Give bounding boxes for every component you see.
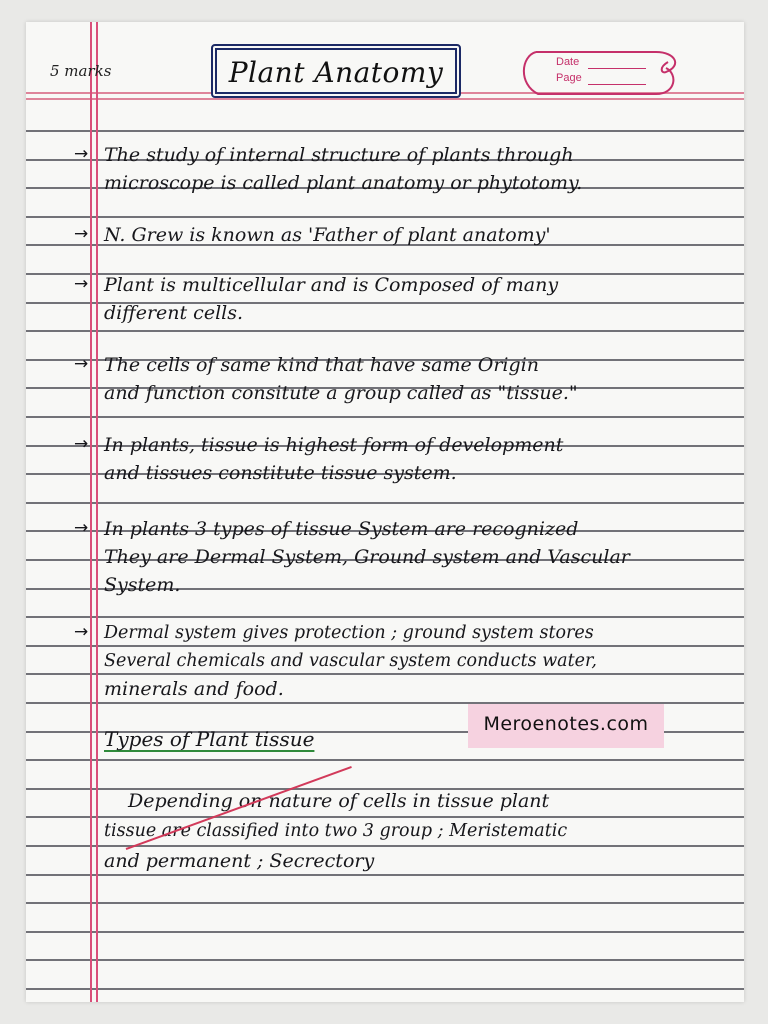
- ruled-line: [26, 216, 744, 218]
- note-line: different cells.: [104, 302, 244, 324]
- ruled-line: [26, 416, 744, 418]
- ruled-line: [26, 931, 744, 933]
- note-line: In plants, tissue is highest form of development: [104, 434, 564, 456]
- note-line: System.: [104, 574, 181, 596]
- ruled-line: [26, 330, 744, 332]
- watermark-text: Meroenotes.com: [483, 713, 649, 735]
- ruled-line: [26, 616, 744, 618]
- bullet-arrow-icon: →: [74, 144, 89, 164]
- ruled-line: [26, 130, 744, 132]
- section-heading: Types of Plant tissue: [104, 727, 315, 751]
- bullet-arrow-icon: →: [74, 622, 89, 642]
- note-line: minerals and food.: [104, 678, 284, 700]
- bullet-arrow-icon: →: [74, 274, 89, 294]
- notebook-page: [26, 22, 744, 1002]
- bullet-arrow-icon: →: [74, 224, 89, 244]
- bullet-arrow-icon: →: [74, 434, 89, 454]
- ruled-line: [26, 959, 744, 961]
- date-label: Date: [556, 56, 580, 68]
- watermark-badge: [468, 704, 664, 748]
- ruled-line: [26, 759, 744, 761]
- ruled-line: [26, 874, 744, 876]
- bullet-arrow-icon: →: [74, 518, 89, 538]
- note-line: In plants 3 types of tissue System are recognized: [104, 518, 579, 540]
- ruled-line: [26, 902, 744, 904]
- marks-label: 5 marks: [50, 62, 112, 80]
- note-line: N. Grew is known as 'Father of plant anatomy': [104, 224, 551, 246]
- note-line: microscope is called plant anatomy or phytotomy.: [104, 172, 583, 194]
- bullet-arrow-icon: →: [74, 354, 89, 374]
- page-title: Plant Anatomy: [228, 56, 444, 89]
- note-line: Plant is multicellular and is Composed of many: [104, 274, 559, 296]
- page-label: Page: [556, 72, 582, 84]
- note-line: The cells of same kind that have same Origin: [104, 354, 539, 376]
- note-line: The study of internal structure of plants through: [104, 144, 574, 166]
- note-line: and tissues constitute tissue system.: [104, 462, 457, 484]
- date-stamp: [516, 44, 686, 102]
- note-line: They are Dermal System, Ground system and Vascular: [104, 546, 630, 568]
- paragraph-line: Depending on nature of cells in tissue plant: [128, 790, 550, 812]
- note-line: and function consitute a group called as "tissue.": [104, 382, 578, 404]
- paragraph-line: tissue are classified into two 3 group ; Meristematic: [104, 821, 568, 841]
- date-field-line: [588, 68, 646, 69]
- margin-line: [96, 22, 98, 1002]
- title-box: [211, 44, 461, 98]
- paragraph-line: and permanent ; Secrectory: [104, 850, 375, 872]
- margin-line: [90, 22, 92, 1002]
- ruled-line: [26, 502, 744, 504]
- note-line: Several chemicals and vascular system conducts water,: [104, 651, 597, 671]
- page-field-line: [588, 84, 646, 85]
- note-line: Dermal system gives protection ; ground system stores: [104, 623, 594, 643]
- date-stamp-frame-icon: [516, 44, 686, 102]
- ruled-line: [26, 988, 744, 990]
